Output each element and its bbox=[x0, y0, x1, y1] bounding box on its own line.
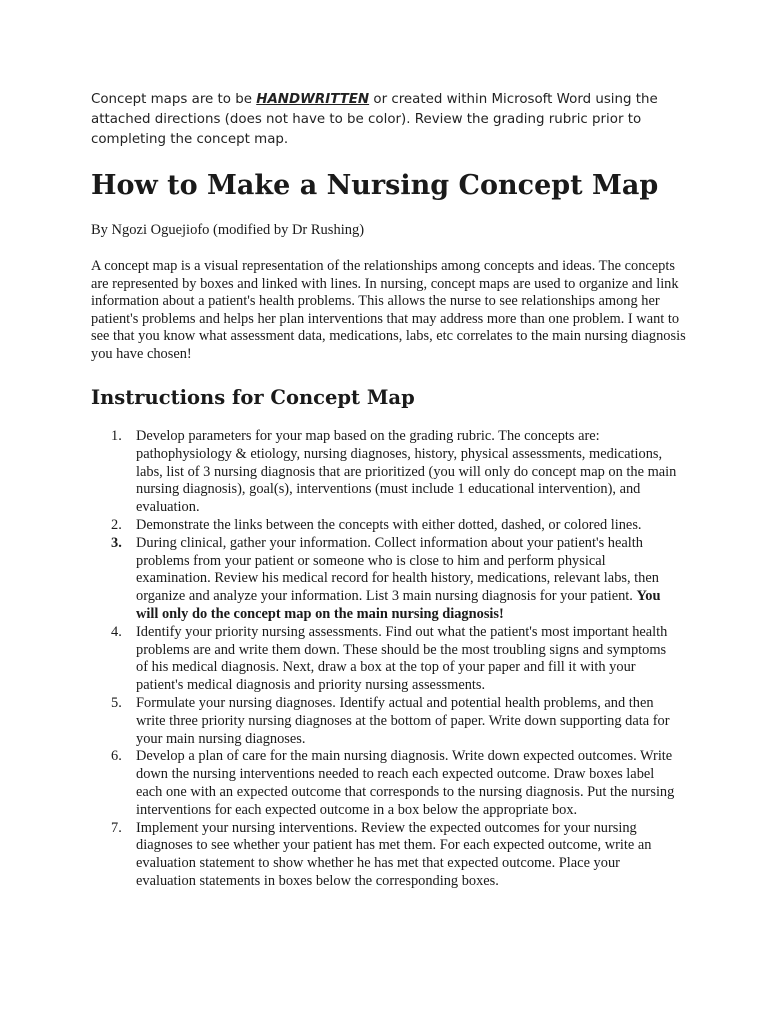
intro-text-after: or created within Microsoft Word using the attached directions (does not have to be color). Review the grading rubric prior to completing the concept map. bbox=[91, 92, 658, 147]
list-item bbox=[91, 517, 681, 535]
page-title: How to Make a Nursing Concept Map bbox=[91, 170, 659, 201]
list-item-number: 4. bbox=[111, 623, 122, 640]
list-item-text: Implement your nursing interventions. Review the expected outcomes for your nursing diagnoses to see whether your patient has met them. For each expected outcome, write an evaluation statement to show whether he has met that expected outcome. Place your evaluation statements in boxes below the corresponding boxes. bbox=[136, 819, 652, 889]
list-item-number: 3. bbox=[111, 534, 122, 551]
list-item-text: Develop a plan of care for the main nursing diagnosis. Write down expected outcomes. Write down the nursing interventions needed to reach each expected outcome. Draw boxes label each one with an expected outcome that corresponds to the nursing diagnosis. Put the nursing interventions for each expected outcome in a box below the appropriate box. bbox=[136, 748, 675, 818]
list-item-number: 6. bbox=[111, 748, 122, 765]
intro-paragraph bbox=[91, 90, 687, 150]
list-item bbox=[91, 695, 681, 748]
list-item-emphasis: You will only do the concept map on the main nursing diagnosis! bbox=[136, 588, 661, 622]
list-item-text: Formulate your nursing diagnoses. Identify actual and potential health problems, and then write three priority nursing diagnoses at the bottom of paper. Write down supporting data for your main nursing diagnoses. bbox=[136, 694, 670, 747]
instructions-list bbox=[91, 428, 681, 891]
list-item-number: 2. bbox=[111, 516, 122, 533]
intro-text-before: Concept maps are to be bbox=[91, 92, 257, 107]
list-item bbox=[91, 624, 681, 695]
list-item-number: 5. bbox=[111, 694, 122, 711]
list-item-number: 1. bbox=[111, 428, 122, 444]
instructions-heading: Instructions for Concept Map bbox=[91, 386, 415, 409]
list-item-text: During clinical, gather your information. Collect information about your patient's health problems from your patient or someone who is close to him and perform physical examination. Review his medical record for health history, medications, relevant labs, then organize and analyze your information. List 3 main nursing diagnosis for your patient. bbox=[136, 534, 659, 605]
list-item bbox=[91, 535, 681, 624]
list-item-text: Identify your priority nursing assessments. Find out what the patient's most important health problems are and write them down. These should be the most troubling signs and symptoms of his medical diagnosis. Next, draw a box at the top of your paper and fill it with your patient's medical diagnosis and priority nursing assessments. bbox=[136, 623, 668, 694]
document-page bbox=[91, 90, 687, 889]
description-paragraph: A concept map is a visual representation of the relationships among concepts and ideas. The concepts are represented by boxes and linked with lines. In nursing, concept maps are used to organize and link information about a patient's health problems. This allows the nurse to see relationships among her patient's problems and helps her plan interventions that may address more than one problem. I want to see that you know what assessment data, medications, labs, etc correlates to the main nursing diagnosis you have chosen! bbox=[91, 258, 686, 362]
list-item bbox=[91, 428, 681, 517]
list-item-text: Demonstrate the links between the concepts with either dotted, dashed, or colored lines. bbox=[136, 516, 642, 533]
handwritten-emphasis: HANDWRITTEN bbox=[256, 92, 370, 107]
list-item-text: Develop parameters for your map based on the grading rubric. The concepts are: pathophysiology & etiology, nursing diagnoses, history, physical assessments, medications, labs, list of 3 nursing diagnosis that are prioritized (you will only do concept map on the main nursing diagnosis), goal(s), interventions (must include 1 educational intervention), and evaluation. bbox=[136, 428, 677, 516]
byline: By Ngozi Oguejiofo (modified by Dr Rushing) bbox=[91, 222, 365, 238]
list-item-number: 7. bbox=[111, 819, 122, 836]
list-item bbox=[91, 748, 681, 819]
list-item bbox=[91, 820, 681, 891]
